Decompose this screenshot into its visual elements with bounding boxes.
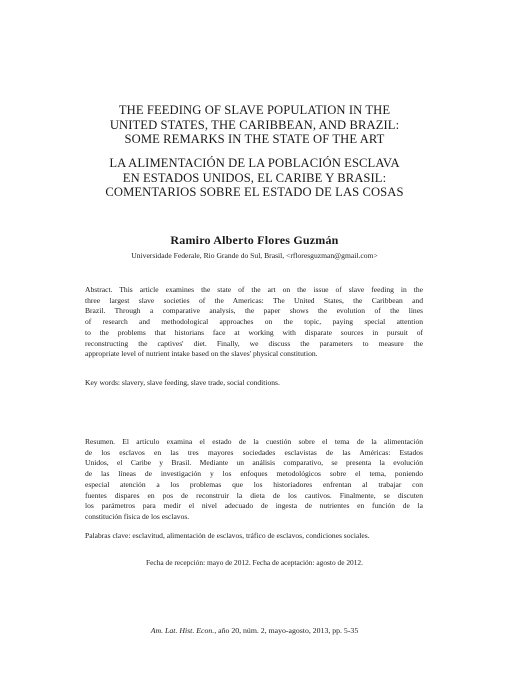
- resumen-line: especial atención a los problemas que los historiadores enfrentan al trabajar con: [85, 479, 423, 489]
- abstract-line: to the problems that historians face at working with disparate sources in pursuit of: [85, 327, 423, 337]
- resumen-line: Unidos, el Caribe y Brasil. Mediante un análisis comparativo, se presenta la evolución: [85, 458, 423, 468]
- resumen: [85, 437, 423, 523]
- abstract-line: of research and methodological approaches on the topic, paying special attention: [85, 317, 423, 327]
- palabras-clave: [85, 531, 423, 542]
- spanish-title-line: EN ESTADOS UNIDOS, EL CARIBE Y BRASIL:: [122, 170, 387, 185]
- author-name: Ramiro Alberto Flores Guzmán: [170, 233, 339, 247]
- reception-dates: Fecha de recepción: mayo de 2012. Fecha de aceptación: agosto de 2012.: [146, 558, 363, 567]
- author-affiliation: Universidade Federale, Rio Grande do Sul, Brasil, <rfloresguzman@gmail.com>: [131, 251, 378, 260]
- journal-citation: [0, 626, 509, 635]
- english-title-line: UNITED STATES, THE CARIBBEAN, AND BRAZIL:: [109, 117, 400, 132]
- journal-name: Am. Lat. Hist. Econ.: [150, 626, 215, 635]
- journal-issue-details: , año 20, núm. 2, mayo-agosto, 2013, pp. 5-35: [214, 626, 359, 635]
- english-title-line: SOME REMARKS IN THE STATE OF THE ART: [124, 132, 385, 147]
- keywords-line: Key words: slavery, slave feeding, slave trade, social conditions.: [85, 378, 280, 387]
- resumen-line: de los esclavos en las tres mayores sociedades esclavistas de las Américas: Estados: [85, 447, 423, 457]
- resumen-line: constitución física de los esclavos.: [85, 511, 190, 521]
- palabras-clave-line: Palabras clave: esclavitud, alimentación de esclavos, tráfico de esclavos, condiciones sociales.: [85, 531, 370, 540]
- resumen-line: fuentes dispares en pos de reconstruir la dieta de los cautivos. Finalmente, se discuten: [85, 490, 423, 500]
- abstract-line: three largest slave societies of the Americas: The United States, the Caribbean and: [85, 295, 423, 305]
- resumen-line: Resumen. El artículo examina el estado de la cuestión sobre el tema de la alimentación: [85, 437, 423, 446]
- abstract: [85, 285, 423, 360]
- english-title: [60, 103, 449, 147]
- english-title-line: THE FEEDING OF SLAVE POPULATION IN THE: [118, 103, 391, 117]
- spanish-title-line: LA ALIMENTACIÓN DE LA POBLACIÓN ESCLAVA: [109, 156, 400, 170]
- spanish-title-line: COMENTARIOS SOBRE EL ESTADO DE LAS COSAS: [105, 185, 404, 200]
- spanish-title: [60, 156, 449, 200]
- abstract-line: Abstract. This article examines the state of the art on the issue of slave feeding in the: [85, 285, 423, 294]
- abstract-line: Brazil. Through a comparative analysis, the paper shows the evolution of the lines: [85, 306, 423, 316]
- resumen-line: de las líneas de investigación y los enfoques metodológicos sobre el tema, poniendo: [85, 469, 423, 479]
- keywords: [85, 378, 423, 389]
- abstract-line: reconstructing the captives' diet. Finally, we discuss the parameters to measure the: [85, 338, 423, 348]
- resumen-line: los parámetros para medir el nivel adecuado de ingesta de nutrientes en función de la: [85, 501, 423, 511]
- abstract-line: appropriate level of nutrient intake based on the slaves' physical constitution.: [85, 349, 318, 359]
